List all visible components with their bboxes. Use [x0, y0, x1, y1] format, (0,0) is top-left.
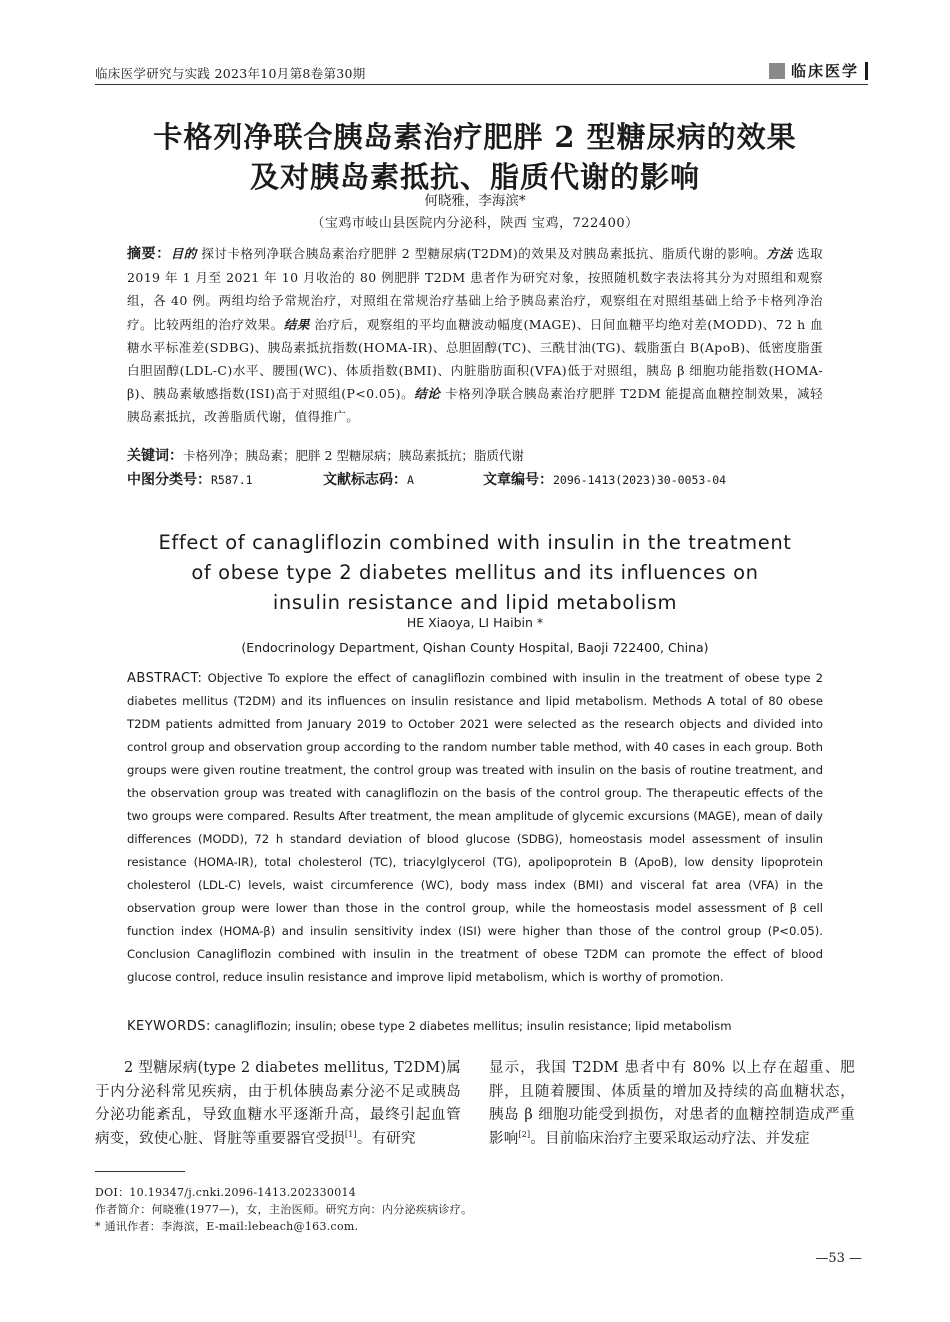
body-paragraph-tail: 。有研究	[356, 1130, 416, 1147]
chinese-title-line: 卡格列净联合胰岛素治疗肥胖 2 型糖尿病的效果	[153, 120, 797, 155]
section-label: 临床医学	[790, 62, 859, 80]
footnote-doi: DOI：10.19347/j.cnki.2096-1413.202330014	[95, 1186, 357, 1199]
english-title-line: Effect of canagliflozin combined with insulin in the treatment	[158, 531, 792, 555]
page-number: —53 —	[815, 1251, 862, 1266]
english-title-line: insulin resistance and lipid metabolism	[272, 591, 678, 615]
citation-ref: [2]	[518, 1129, 531, 1139]
clc-label: 中图分类号：	[127, 472, 211, 488]
english-authors: HE Xiaoya, LI Haibin *	[406, 615, 544, 630]
chinese-keywords	[127, 445, 823, 467]
english-keywords	[127, 1015, 823, 1038]
article-no-label: 文章编号：	[483, 472, 553, 488]
english-keywords-label: KEYWORDS:	[127, 1019, 211, 1034]
english-abstract-label: ABSTRACT:	[127, 671, 203, 686]
footnote-rule	[95, 1171, 185, 1172]
chinese-affiliation: （宝鸡市岐山县医院内分泌科，陕西 宝鸡，722400）	[311, 216, 639, 231]
footnote-author-intro: 作者简介：何晓雅(1977—)，女，主治医师。研究方向：内分泌疾病诊疗。	[95, 1203, 473, 1216]
body-column-left	[95, 1057, 461, 1151]
article-no-field	[483, 469, 726, 489]
methods-label: 方法	[766, 246, 793, 261]
section-marker-bar	[865, 62, 868, 80]
chinese-title-line: 及对胰岛素抵抗、脂质代谢的影响	[249, 160, 700, 195]
english-abstract-text: Objective To explore the effect of canagliflozin combined with insulin in the treatment of obese type 2 diabetes mellitus (T2DM) and its influences on insulin resistance and lipid metabolism. Methods A total of 80 obese T2DM patients admitted from January 2019 to October 2021 were selected as the research objects and divided into control group and observation group according to the random number table method, with 40 cases in each group. Both groups were given routine treatment, the control group was treated with insulin on the basis of routine treatment, and the observation group was treated with canagliflozin on the basis of the control group. The therapeutic effects of the two groups were compared. Results After treatment, the mean amplitude of glycemic excursions (MAGE), mean of daily differences (MODD), 72 h standard deviation of blood glucose (SDBG), homeostasis model assessment of insulin resistance (HOMA-IR), total cholesterol (TC), triacylglycerol (TG), apolipoprotein B (ApoB), low density lipoprotein cholesterol (LDL-C) levels, waist circumference (WC), body mass index (BMI) and visceral fat area (VFA) in the observation group were lower than those in the control group, while the homeostasis model assessment of β cell function index (HOMA-β) and insulin sensitivity index (ISI) were higher than those of the control group (P<0.05). Conclusion Canagliflozin combined with insulin in the treatment of obese T2DM can promote the effect of blood glucose control, reduce insulin resistance and improve lipid metabolism, which is worthy of promotion.	[127, 671, 823, 984]
results-label: 结果	[283, 316, 310, 332]
english-title	[100, 528, 850, 618]
body-paragraph: 2 型糖尿病(type 2 diabetes mellitus, T2DM)属于内分泌科常见疾病，由于机体胰岛素分泌不足或胰岛分泌功能紊乱，导致血糖水平逐渐升高，最终引起血管病变，致使心脏、肾脏等重要器官受损	[95, 1060, 461, 1147]
conclusion-text: 卡格列净联合胰岛素治疗肥胖 T2DM 能提高血糖控制效果，减轻胰岛素抵抗，改善脂质代谢，值得推广。	[127, 386, 823, 425]
doc-code-value: A	[407, 473, 414, 487]
english-title-line: of obese type 2 diabetes mellitus and its influences on	[191, 561, 759, 585]
chinese-authors: 何晓雅，李海滨*	[424, 193, 526, 209]
objective-label: 目的	[170, 246, 197, 261]
abstract-label: 摘要：	[127, 246, 171, 262]
conclusion-label: 结论	[414, 386, 441, 402]
doc-code-field	[323, 469, 483, 489]
clc-value: R587.1	[211, 473, 253, 487]
doc-code-label: 文献标志码：	[323, 472, 407, 488]
methods-text: 选取 2019 年 1 月至 2021 年 10 月收治的 80 例肥胖 T2DM 患者作为研究对象，按照随机数字表法将其分为对照组和观察组，各 40 例。两组均给予常规治疗，对照组在常规治疗基础上给予胰岛素治疗，观察组在对照组基础上给予卡格列净治疗。比较两组的治疗效果。	[127, 246, 823, 332]
running-header-journal: 临床医学研究与实践 2023年10月第8卷第30期	[95, 66, 366, 81]
citation-ref: [1]	[344, 1129, 357, 1139]
results-text: 治疗后，观察组的平均血糖波动幅度(MAGE)、日间血糖平均绝对差(MODD)、72 h 血糖水平标准差(SDBG)、胰岛素抵抗指数(HOMA-IR)、总胆固醇(TC)、三酰甘油(TG)、载脂蛋白 B(ApoB)、低密度脂蛋白胆固醇(LDL-C)水平、腰围(WC)、体质指数(BMI)、内脏脂肪面积(VFA)低于对照组，胰岛 β 细胞功能指数(HOMA-β)、胰岛素敏感指数(ISI)高于对照组(P<0.05)。	[127, 316, 823, 402]
chinese-title	[60, 117, 890, 197]
running-header-section	[769, 60, 868, 81]
section-marker-block	[769, 63, 785, 79]
english-keywords-text: canagliflozin; insulin; obese type 2 diabetes mellitus; insulin resistance; lipid metabolism	[214, 1019, 732, 1033]
header-rule	[95, 84, 868, 85]
objective-text: 探讨卡格列净联合胰岛素治疗肥胖 2 型糖尿病(T2DM)的效果及对胰岛素抵抗、脂质代谢的影响。	[196, 246, 767, 261]
body-column-right	[489, 1057, 855, 1151]
classification-row	[127, 469, 823, 489]
footnote-corresponding: * 通讯作者：李海滨，E-mail:lebeach@163.com.	[95, 1220, 359, 1233]
article-no-value: 2096-1413(2023)30-0053-04	[553, 473, 727, 487]
keywords-label: 关键词：	[127, 448, 183, 464]
keywords-text: 卡格列净；胰岛素；肥胖 2 型糖尿病；胰岛素抵抗；脂质代谢	[183, 448, 524, 463]
body-paragraph-tail: 。目前临床治疗主要采取运动疗法、并发症	[530, 1130, 810, 1147]
clc-field	[127, 469, 323, 489]
english-abstract	[127, 667, 823, 989]
body-paragraph: 显示，我国 T2DM 患者中有 80% 以上存在超重、肥胖，且随着腰围、体质量的增加及持续的高血糖状态，胰岛 β 细胞功能受到损伤，对患者的血糖控制造成严重影响	[489, 1060, 855, 1147]
chinese-abstract	[127, 242, 823, 429]
english-affiliation: (Endocrinology Department, Qishan County Hospital, Baoji 722400, China)	[241, 640, 709, 655]
